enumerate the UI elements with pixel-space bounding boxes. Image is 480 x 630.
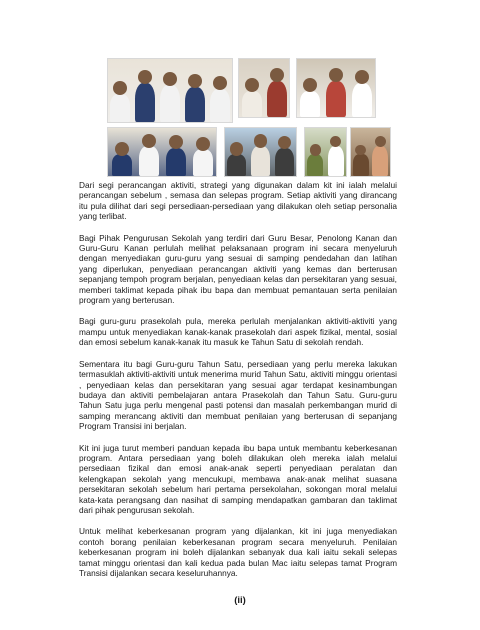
figure-body <box>352 83 372 117</box>
photo-child-writing <box>238 58 290 118</box>
figure-body <box>326 81 346 117</box>
figure-head <box>254 134 267 147</box>
figure-head <box>245 78 259 92</box>
figure-head <box>375 136 386 147</box>
figure-body <box>135 83 155 122</box>
photo-pupils-uniform <box>107 127 217 177</box>
figure-body <box>372 146 388 176</box>
paragraph-strategy: Dari segi perancangan aktiviti, strategi yang digunakan dalam kit ini ialah melalui perancangan sebelum , semasa dan selepas program. Setiap aktiviti yang dirancang itu pula dilihat dari segi persediaan-persediaan yang dilakukan oleh setiap personalia yang terlibat. <box>79 180 397 222</box>
figure-body <box>110 94 130 122</box>
figure-body <box>251 146 270 176</box>
figure-head <box>115 142 129 156</box>
paragraph-preschool-teachers: Bagi guru-guru prasekolah pula, mereka perlulah menjalankan aktiviti-aktiviti yang mampu untuk menyediakan kanak-kanak prasekolah dari aspek fizikal, mental, sosial dan emosi sebelum kanak-kanak itu masuk ke Tahun Satu di sekolah rendah. <box>79 316 397 348</box>
figure-body <box>267 81 287 117</box>
figure-head <box>310 144 321 155</box>
figure-body <box>210 89 230 122</box>
paragraph-parents-guide: Kit ini juga turut memberi panduan kepada ibu bapa untuk membantu keberkesanan program. Antara persediaan yang boleh dilakukan oleh mereka ialah melalui persediaan fizikal dan emosi anak-anak seperti penyediaan peralatan dan kelengkapan sekolah yang mencukupi, membawa anak-anak melihat suasana persekitaran sekolah sebelum hari pertama persekolahan, sokongan moral melalui kata-kata perangsang dan nasihat di samping mendapatkan gambaran dan taklimat dari pihak pengurusan sekolah. <box>79 442 397 515</box>
photo-children-table <box>304 127 347 177</box>
photo-children-playing <box>224 127 297 177</box>
figure-head <box>213 76 227 90</box>
figure-body <box>328 146 344 176</box>
figure-body <box>275 148 294 176</box>
figure-body <box>166 148 186 176</box>
figure-body <box>300 91 320 117</box>
figure-body <box>193 149 213 176</box>
paragraph-year-one-teachers: Sementara itu bagi Guru-guru Tahun Satu, persediaan yang perlu mereka lakukan termasuklah aktiviti-aktiviti untuk menerima murid Tahun Satu, aktiviti minggu orientasi , penyediaan kelas dan persekitaran yang sesuai agar terdapat kesinambungan budaya dan aktiviti pembelajaran antara Prasekolah dan Tahun Satu. Guru-guru Tahun Satu juga perlu mengenal pasti potensi dan masalah perkembangan murid di samping merancang aktiviti dan membuat penilaian yang berterusan di sepanjang Program Transisi ini berjalan. <box>79 358 397 432</box>
photo-classroom-teacher <box>107 58 233 123</box>
paragraph-school-management: Bagi Pihak Pengurusan Sekolah yang terdiri dari Guru Besar, Penolong Kanan dan Guru-Guru Kanan perlulah melihat pelaksanaan program ini secara menyeluruh dengan menyediakan guru-guru yang sesuai di samping pendedahan dan latihan yang diperlukan, penyediaan perancangan aktiviti yang kemas dan berterusan sepanjang tempoh program berjalan, penyediaan kelas dan persekitaran yang sesuai, memberi taklimat kepada pihak ibu bapa dan membuat pemantauan serta penilaian program yang berterusan. <box>79 232 397 306</box>
photo-children-group <box>296 58 376 118</box>
page-number: (ii) <box>234 595 246 606</box>
figure-head <box>196 137 210 151</box>
figure-body <box>185 87 205 122</box>
figure-body <box>227 154 246 176</box>
figure-head <box>188 74 202 88</box>
figure-body <box>307 154 323 176</box>
paragraph-evaluation: Untuk melihat keberkesanan program yang dijalankan, kit ini juga menyediakan contoh borang penilaian keberkesanan program secara menyeluruh. Penilaian keberkesanan program ini boleh dijalankan sebanyak dua kali iaitu sekali selepas tamat minggu orientasi dan kali kedua pada bulan Mac iaitu selepas tamat Program Transisi dijalankan secara keseluruhannya. <box>79 526 397 578</box>
figure-head <box>270 68 284 82</box>
figure-head <box>142 134 156 148</box>
figure-body <box>112 154 132 176</box>
figure-head <box>278 136 291 149</box>
figure-head <box>169 135 183 149</box>
figure-body <box>242 91 262 117</box>
figure-body <box>139 146 159 176</box>
figure-body <box>353 154 369 176</box>
photo-collage <box>0 0 480 180</box>
photo-child-portrait <box>350 127 391 177</box>
body-text <box>79 180 397 589</box>
figure-body <box>160 85 180 122</box>
